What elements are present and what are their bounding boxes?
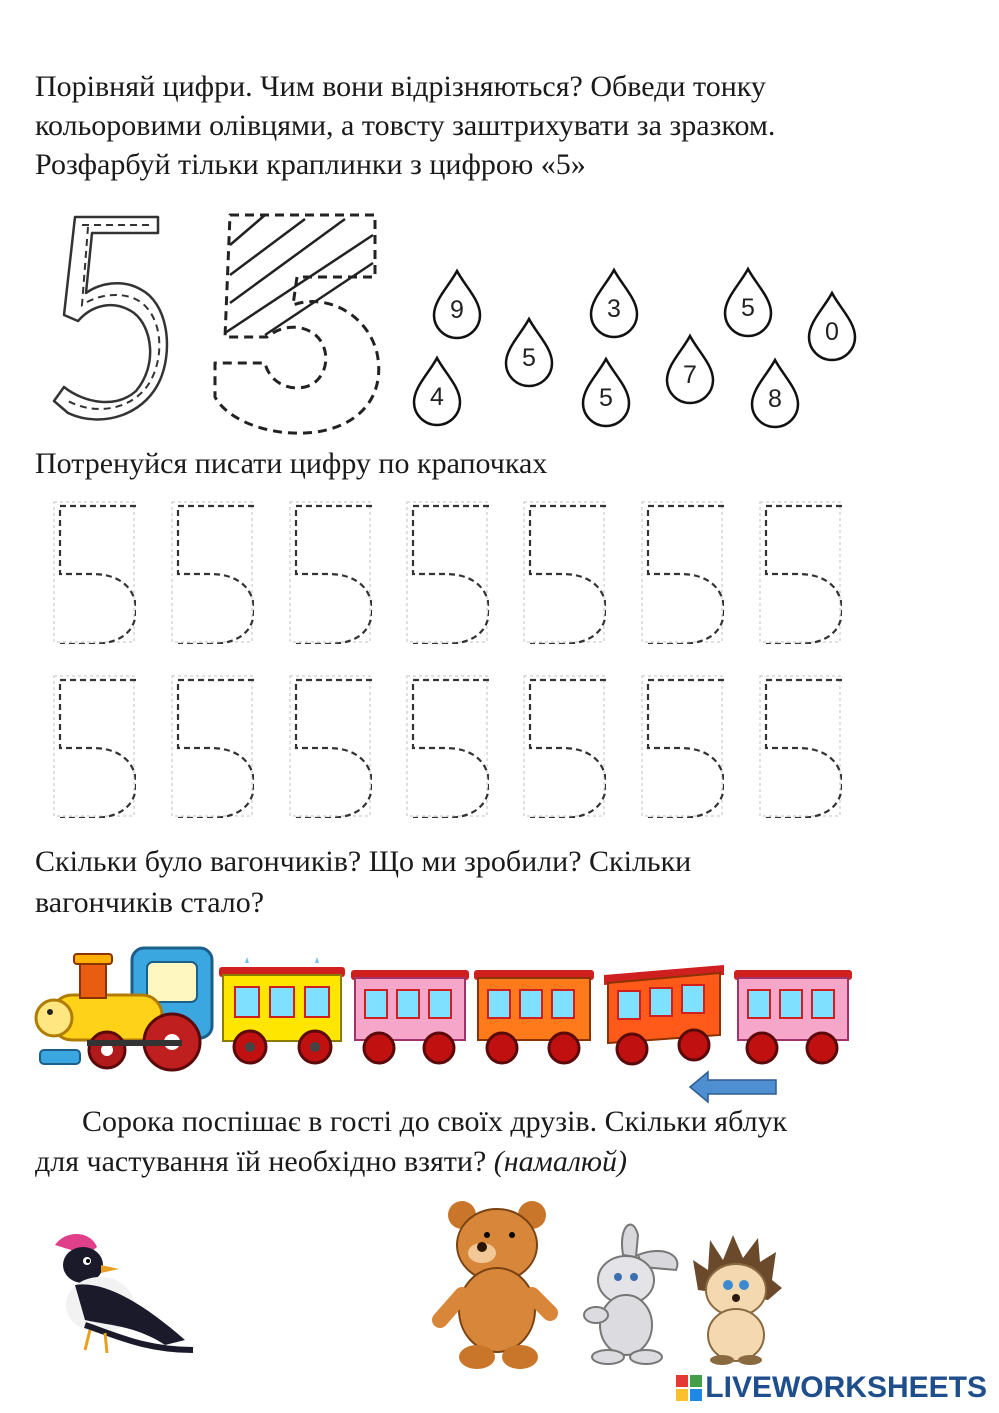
drop-4-digit: 3 bbox=[607, 295, 621, 323]
drop-3-digit: 5 bbox=[522, 344, 536, 372]
drop-5[interactable] bbox=[580, 356, 632, 428]
train-question-line-2: вагончиків стало? bbox=[35, 886, 265, 919]
drop-5-digit: 5 bbox=[599, 384, 613, 412]
liveworksheets-logo bbox=[676, 1371, 987, 1405]
drop-6-digit: 7 bbox=[683, 361, 697, 389]
wagon-2 bbox=[347, 960, 472, 1070]
magpie-question-line-2 bbox=[35, 1145, 627, 1179]
liveworksheets-logo-text: LIVEWORKSHEETS bbox=[705, 1371, 987, 1404]
trace-cell[interactable] bbox=[288, 674, 372, 818]
wagon-4 bbox=[600, 955, 728, 1070]
trace-cell[interactable] bbox=[52, 674, 136, 818]
drop-8-digit: 8 bbox=[768, 385, 782, 413]
left-arrow-icon bbox=[688, 1070, 780, 1104]
trace-cell[interactable] bbox=[522, 500, 606, 644]
thin-five-outline bbox=[30, 205, 180, 430]
drop-1-digit: 9 bbox=[450, 296, 464, 324]
trace-cell[interactable] bbox=[640, 500, 724, 644]
trace-cell[interactable] bbox=[52, 500, 136, 644]
locomotive bbox=[32, 940, 222, 1075]
drop-3[interactable] bbox=[503, 316, 555, 388]
drop-8[interactable] bbox=[749, 357, 801, 429]
drop-2[interactable] bbox=[411, 355, 463, 427]
train-question-line-1: Скільки було вагончиків? Що ми зробили? Скільки bbox=[35, 845, 692, 878]
drop-9-digit: 0 bbox=[825, 318, 839, 346]
trace-cell[interactable] bbox=[288, 500, 372, 644]
trace-cell[interactable] bbox=[170, 674, 254, 818]
trace-cell[interactable] bbox=[522, 674, 606, 818]
bear-illustration bbox=[432, 1195, 562, 1375]
hedgehog-illustration bbox=[688, 1230, 783, 1365]
trace-cell[interactable] bbox=[170, 500, 254, 644]
compare-instruction-line-3: Розфарбуй тільки краплинки з цифрою «5» bbox=[35, 148, 586, 181]
practice-instruction: Потренуйся писати цифру по крапочках bbox=[35, 447, 548, 480]
drop-7[interactable] bbox=[722, 266, 774, 338]
wagon-1 bbox=[215, 955, 350, 1070]
compare-instruction-line-2: кольоровими олівцями, а товсту заштрихувати за зразком. bbox=[35, 109, 776, 142]
drop-1[interactable] bbox=[431, 268, 483, 340]
drop-2-digit: 4 bbox=[430, 383, 444, 411]
drop-6[interactable] bbox=[664, 333, 716, 405]
trace-cell[interactable] bbox=[758, 500, 842, 644]
rabbit-illustration bbox=[568, 1215, 688, 1365]
magpie-illustration bbox=[35, 1225, 195, 1365]
drop-7-digit: 5 bbox=[741, 294, 755, 322]
liveworksheets-logo-icon bbox=[676, 1375, 702, 1401]
magpie-question-text: для частування їй необхідно взяти? bbox=[35, 1145, 487, 1178]
thick-five-dashed bbox=[205, 205, 390, 435]
trace-cell[interactable] bbox=[758, 674, 842, 818]
compare-instruction-line-1: Порівняй цифри. Чим вони відрізняються? Обведи тонку bbox=[35, 70, 766, 103]
trace-cell[interactable] bbox=[405, 500, 489, 644]
trace-cell[interactable] bbox=[640, 674, 724, 818]
magpie-question-line-1: Сорока поспішає в гості до своїх друзів. Скільки яблук bbox=[82, 1105, 788, 1138]
magpie-hint: (намалюй) bbox=[493, 1145, 628, 1178]
wagon-5 bbox=[730, 960, 855, 1070]
trace-cell[interactable] bbox=[405, 674, 489, 818]
wagon-3 bbox=[470, 960, 598, 1070]
drop-9[interactable] bbox=[806, 290, 858, 362]
drop-4[interactable] bbox=[588, 267, 640, 339]
